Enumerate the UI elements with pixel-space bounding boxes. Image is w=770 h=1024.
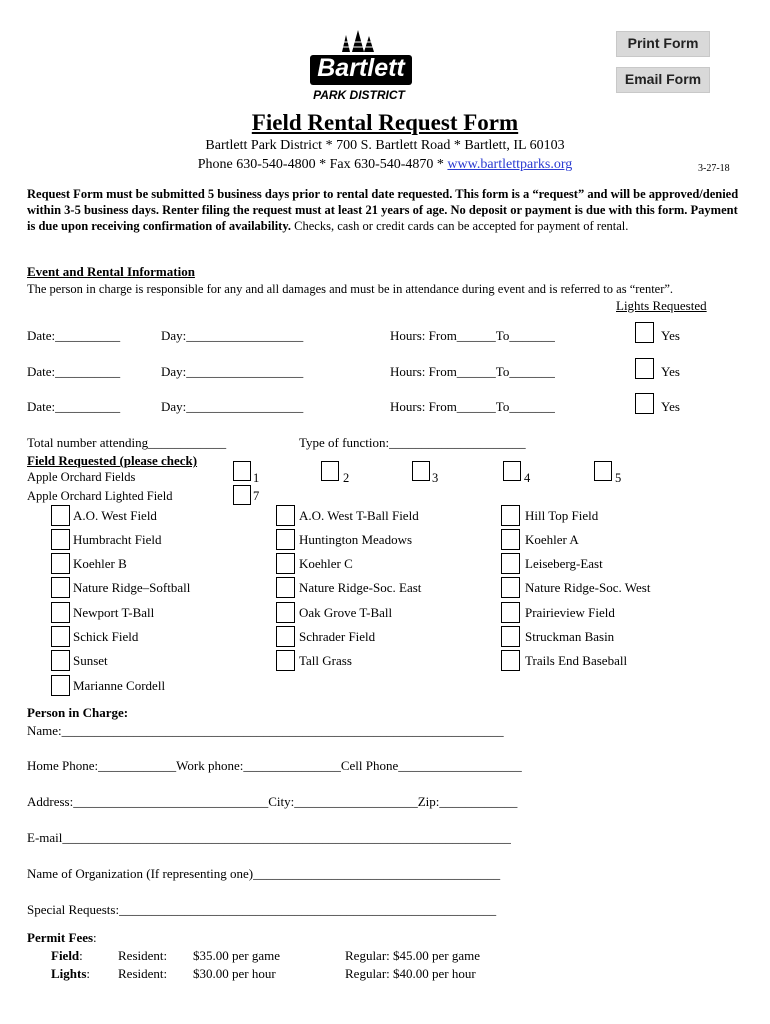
field-label: Schrader Field [299, 629, 376, 644]
apple-field-3-checkbox[interactable] [412, 461, 430, 481]
field-checkbox[interactable] [51, 505, 70, 526]
field-checkbox[interactable] [501, 505, 520, 526]
field-checkbox[interactable] [51, 577, 70, 598]
lights-yes-checkbox[interactable] [635, 322, 654, 343]
field-label: Humbracht Field [73, 532, 162, 547]
organization-field[interactable]: Name of Organization (If representing one)______________________________________ [27, 866, 501, 881]
apple-field-3-label: 3 [432, 471, 439, 485]
field-fee-label [51, 948, 83, 964]
total-attending-field[interactable]: Total number attending____________ [27, 435, 227, 450]
lights-regular-price: Regular: $40.00 per hour [345, 966, 476, 981]
field-label: Koehler C [299, 556, 353, 571]
apple-lighted-7-label: 7 [253, 489, 260, 503]
district-contact [0, 157, 770, 173]
date-field[interactable]: Date:__________ [27, 328, 121, 343]
apple-field-1-label: 1 [253, 471, 260, 485]
field-checkbox[interactable] [51, 553, 70, 574]
field-label: Huntington Meadows [299, 532, 413, 547]
hours-field[interactable]: Hours: From______To_______ [390, 328, 555, 343]
yes-label: Yes [661, 328, 680, 343]
function-type-field[interactable]: Type of function:_____________________ [299, 435, 526, 450]
person-in-charge-heading: Person in Charge: [27, 705, 129, 720]
apple-orchard-label: Apple Orchard Fields [27, 470, 136, 484]
field-checkbox[interactable] [276, 505, 295, 526]
field-label: Tall Grass [299, 653, 352, 668]
field-checkbox[interactable] [276, 577, 295, 598]
field-resident-price: $35.00 per game [193, 948, 281, 963]
field-label: Koehler B [73, 556, 127, 571]
intro-paragraph [27, 186, 747, 234]
field-label: Nature Ridge–Softball [73, 580, 191, 595]
lights-yes-checkbox[interactable] [635, 358, 654, 379]
apple-field-5-checkbox[interactable] [594, 461, 612, 481]
field-label: Nature Ridge-Soc. West [525, 580, 651, 595]
field-label: Oak Grove T-Ball [299, 605, 393, 620]
lights-fee-title: Lights [51, 966, 87, 981]
event-heading: Event and Rental Information [27, 264, 195, 279]
lights-resident-price: $30.00 per hour [193, 966, 276, 981]
apple-field-1-checkbox[interactable] [233, 461, 251, 481]
apple-field-2-label: 2 [343, 471, 350, 485]
district-address: Bartlett Park District * 700 S. Bartlett Road * Bartlett, IL 60103 [205, 138, 565, 153]
field-fee-title: Field [51, 948, 80, 963]
email-form-button[interactable]: Email Form [616, 67, 710, 93]
page-title: Field Rental Request Form [251, 110, 519, 135]
field-fee-colon: : [79, 948, 83, 963]
field-label: Sunset [73, 653, 108, 668]
logo-sub: PARK DISTRICT [313, 88, 405, 102]
field-checkbox[interactable] [276, 553, 295, 574]
hours-field[interactable]: Hours: From______To_______ [390, 399, 555, 414]
field-label: Hill Top Field [525, 508, 599, 523]
website-link[interactable]: www.bartlettparks.org [447, 157, 573, 172]
lights-fee-label [51, 966, 90, 982]
day-field[interactable]: Day:__________________ [161, 364, 304, 379]
field-checkbox[interactable] [51, 626, 70, 647]
hours-field[interactable]: Hours: From______To_______ [390, 364, 555, 379]
lights-resident-label: Resident: [118, 966, 168, 981]
field-requested-heading: Field Requested (please check) [27, 453, 198, 468]
field-label: Struckman Basin [525, 629, 615, 644]
field-label: A.O. West Field [73, 508, 157, 523]
field-label: Schick Field [73, 629, 139, 644]
field-label: Trails End Baseball [525, 653, 628, 668]
field-checkbox[interactable] [501, 553, 520, 574]
email-field[interactable]: E-mail_____________________________________________________________________ [27, 830, 511, 845]
address-field[interactable]: Address:______________________________City:___________________Zip:____________ [27, 794, 518, 809]
intro-normal-text: Checks, cash or credit cards can be accepted for payment of rental. [291, 219, 629, 233]
field-label: Leiseberg-East [525, 556, 603, 571]
day-field[interactable]: Day:__________________ [161, 399, 304, 414]
field-label: Prairieview Field [525, 605, 615, 620]
field-checkbox[interactable] [501, 577, 520, 598]
event-note: The person in charge is responsible for any and all damages and must be in attendance during event and is referred to as “renter”. [27, 282, 674, 296]
logo-name: Bartlett [317, 54, 405, 82]
field-checkbox[interactable] [276, 529, 295, 550]
field-label: Koehler A [525, 532, 579, 547]
field-checkbox[interactable] [51, 675, 70, 696]
field-checkbox[interactable] [51, 602, 70, 623]
print-form-button[interactable]: Print Form [616, 31, 710, 57]
yes-label: Yes [661, 364, 680, 379]
field-checkbox[interactable] [51, 529, 70, 550]
apple-field-4-checkbox[interactable] [503, 461, 521, 481]
day-field[interactable]: Day:__________________ [161, 328, 304, 343]
field-checkbox[interactable] [501, 602, 520, 623]
field-checkbox[interactable] [501, 650, 520, 671]
field-checkbox[interactable] [51, 650, 70, 671]
field-label: Marianne Cordell [73, 678, 166, 693]
field-resident-label: Resident: [118, 948, 168, 963]
apple-field-4-label: 4 [524, 471, 531, 485]
permit-fees-title: Permit Fees [27, 930, 94, 945]
name-field[interactable]: Name:____________________________________________________________________ [27, 723, 504, 738]
apple-lighted-label: Apple Orchard Lighted Field [27, 489, 173, 503]
lights-requested-header: Lights Requested [616, 298, 707, 313]
apple-field-2-checkbox[interactable] [321, 461, 339, 481]
date-field[interactable]: Date:__________ [27, 364, 121, 379]
field-checkbox[interactable] [276, 602, 295, 623]
apple-lighted-7-checkbox[interactable] [233, 485, 251, 505]
date-field[interactable]: Date:__________ [27, 399, 121, 414]
lights-yes-checkbox[interactable] [635, 393, 654, 414]
permit-fees-colon: : [93, 930, 97, 945]
yes-label: Yes [661, 399, 680, 414]
special-requests-field[interactable]: Special Requests:__________________________________________________________ [27, 902, 497, 917]
field-checkbox[interactable] [276, 650, 295, 671]
field-label: A.O. West T-Ball Field [299, 508, 419, 523]
field-checkbox[interactable] [501, 626, 520, 647]
bartlett-logo [306, 30, 416, 105]
revision-date: 3-27-18 [698, 163, 730, 174]
field-checkbox[interactable] [501, 529, 520, 550]
permit-fees-heading [27, 930, 97, 946]
field-label: Nature Ridge-Soc. East [299, 580, 422, 595]
lights-fee-colon: : [86, 966, 91, 981]
intro-bold-text: Request Form must be submitted 5 business days prior to rental date requested. This form is a “request” and will be approved/denied within 3-5 business days. Renter filing the request must at least 21 years of age. No deposit or payment is due with this form. Payment is due upon receiving confirmation of availability. [27, 187, 739, 233]
field-regular-price: Regular: $45.00 per game [345, 948, 481, 963]
field-checkbox[interactable] [276, 626, 295, 647]
phones-field[interactable]: Home Phone:____________Work phone:_______________Cell Phone___________________ [27, 758, 522, 773]
field-label: Newport T-Ball [73, 605, 155, 620]
phone-fax: Phone 630-540-4800 * Fax 630-540-4870 * [197, 157, 448, 172]
apple-field-5-label: 5 [615, 471, 622, 485]
